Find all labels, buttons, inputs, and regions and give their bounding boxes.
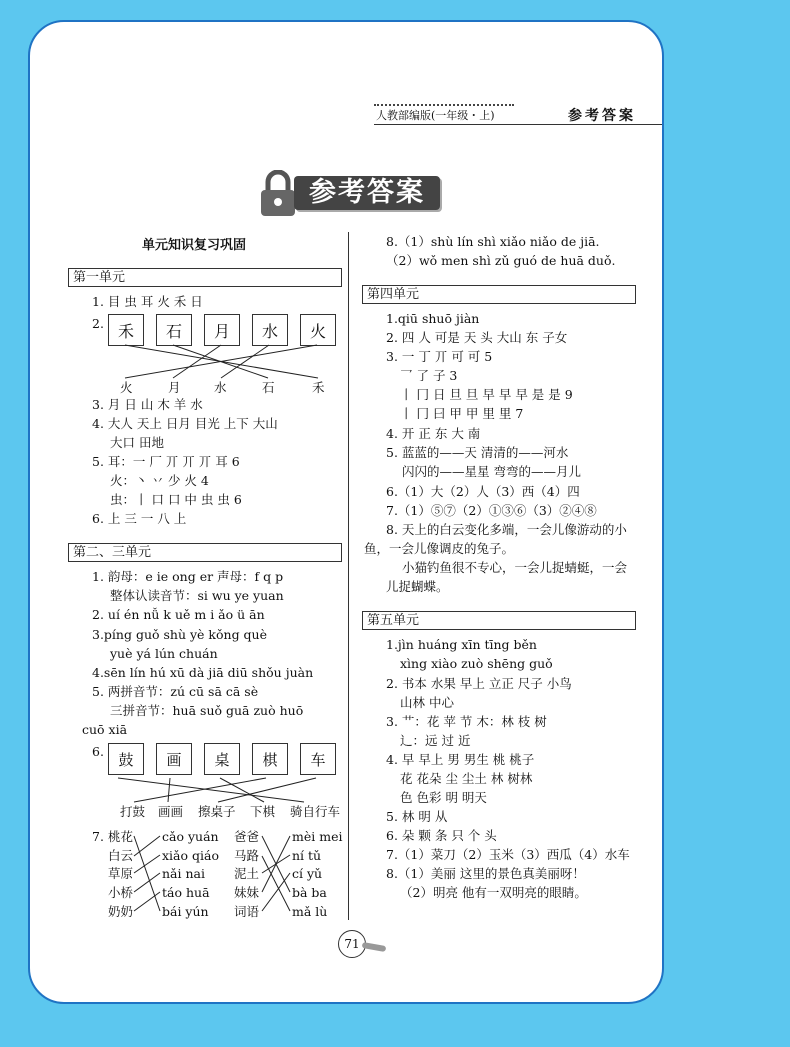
u1-q2: 2. — [92, 316, 104, 331]
u5-q5: 5. 林 明 从 — [386, 809, 448, 824]
q7-mid-1: 爸爸 — [234, 829, 260, 844]
header-title: 参考答案 — [568, 108, 636, 124]
u1-q2-image-2: 石 — [156, 314, 192, 346]
unit23-title: 第二、三单元 — [68, 543, 342, 562]
u4-q8d: 儿捉蝴蝶。 — [386, 579, 449, 594]
q7-py1-1: cǎo yuán — [162, 829, 219, 844]
u5-q4a: 4. 早 早上 男 男生 桃 桃子 — [386, 752, 535, 767]
u1-q2-image-1: 禾 — [108, 314, 144, 346]
q7-mid-2: 马路 — [234, 848, 260, 863]
r8-a: 8.（1）shù lín shì xiǎo niǎo de jiā. — [386, 234, 600, 249]
u23-q4: 4.sēn lín hú xū dà jiā diū shǒu juàn — [92, 665, 314, 680]
u23-q1a: 1. 韵母：e ie ong er 声母：f q p — [92, 569, 284, 584]
u1-q5b: 火：丶 丷 少 火 4 — [110, 473, 209, 488]
u4-q3d: 丨 冂 曰 甲 甲 里 里 7 — [400, 406, 524, 421]
u4-q8a: 8. 天上的白云变化多端，一会儿像游动的小 — [386, 522, 627, 537]
u1-q4b: 大口 田地 — [110, 435, 164, 450]
q7-py1-3: nǎi nai — [162, 866, 205, 881]
u5-q6: 6. 朵 颗 条 只 个 头 — [386, 828, 497, 843]
u23-q6-image-3: 桌 — [204, 743, 240, 775]
u23-q2: 2. uí én nǚ k uě m i ǎo ü ān — [92, 607, 265, 622]
u1-q2-word-2: 月 — [168, 380, 181, 395]
u1-q6: 6. 上 三 一 八 上 — [92, 511, 187, 526]
u23-q7: 7. — [92, 829, 104, 844]
u5-q8b: （2）明亮 他有一双明亮的眼睛。 — [400, 885, 587, 900]
u23-q6-word-1: 打鼓 — [120, 804, 146, 819]
u1-q2-image-5: 火 — [300, 314, 336, 346]
q7-py2-4: bà ba — [292, 885, 327, 900]
u23-q5b: 三拼音节：huā suǒ guā zuò huō — [110, 703, 304, 718]
lock-icon — [258, 170, 298, 218]
q7-py1-5: bái yún — [162, 904, 209, 919]
u4-q2: 2. 四 人 可是 天 头 大山 东 子女 — [386, 330, 568, 345]
u5-q2b: 山林 中心 — [400, 695, 454, 710]
q7-py1-2: xiǎo qiáo — [162, 848, 219, 863]
u23-q6-word-2: 画画 — [158, 804, 184, 819]
u4-q3b: 乛 了 子 3 — [400, 368, 458, 383]
u23-q6-image-5: 车 — [300, 743, 336, 775]
u1-q5a: 5. 耳：一 厂 丌 丌 丌 耳 6 — [92, 454, 240, 469]
q7-left-2: 白云 — [108, 848, 134, 863]
u4-q3a: 3. 一 丁 丌 可 可 5 — [386, 349, 493, 364]
u5-q4c: 色 色彩 明 明天 — [400, 790, 487, 805]
u1-q2-word-5: 禾 — [312, 380, 325, 395]
u23-q3a: 3.píng guǒ shù yè kǒng què — [92, 627, 267, 642]
q7-left-5: 奶奶 — [108, 904, 134, 919]
u23-q5c: cuō xiā — [82, 722, 128, 737]
u1-q3: 3. 月 日 山 木 羊 水 — [92, 397, 203, 412]
running-header — [374, 104, 662, 125]
u23-q1b: 整体认读音节：si wu ye yuan — [110, 588, 284, 603]
u23-q6-word-5: 骑自行车 — [290, 804, 341, 819]
u23-q6-word-4: 下棋 — [250, 804, 276, 819]
q7-py2-2: ní tǔ — [292, 848, 322, 863]
unit1-title: 第一单元 — [68, 268, 342, 287]
u23-q6-image-4: 棋 — [252, 743, 288, 775]
q7-py2-1: mèi mei — [292, 829, 343, 844]
q7-mid-4: 妹妹 — [234, 885, 260, 900]
u5-q3a: 3. 艹：花 苹 节 木：林 枝 树 — [386, 714, 547, 729]
u1-q2-image-3: 月 — [204, 314, 240, 346]
q7-left-3: 草原 — [108, 866, 134, 881]
u23-q6-image-1: 鼓 — [108, 743, 144, 775]
column-divider — [348, 232, 349, 920]
u4-q8b: 鱼，一会儿像调皮的兔子。 — [364, 541, 515, 556]
u4-q3c: 丨 冂 日 旦 旦 早 早 早 是 是 9 — [400, 387, 573, 402]
u23-q6-image-2: 画 — [156, 743, 192, 775]
u4-q4: 4. 开 正 东 大 南 — [386, 426, 481, 441]
u1-q1: 1. 目 虫 耳 火 禾 日 — [92, 294, 203, 309]
page-number: 71 — [338, 930, 366, 958]
u5-q4b: 花 花朵 尘 尘土 林 树林 — [400, 771, 533, 786]
q7-left-1: 桃花 — [108, 829, 134, 844]
u1-q2-word-4: 石 — [262, 380, 275, 395]
u5-q1a: 1.jìn huáng xīn tīng běn — [386, 637, 537, 652]
u23-q5a: 5. 两拼音节：zú cū sā cā sè — [92, 684, 259, 699]
q7-py2-5: mǎ lù — [292, 904, 328, 919]
u4-q8c: 小猫钓鱼很不专心，一会儿捉蜻蜓，一会 — [402, 560, 628, 575]
edition-label: 人教部编版(一年级・上) — [376, 109, 495, 122]
q7-mid-3: 泥土 — [234, 866, 260, 881]
u1-q2-word-1: 火 — [120, 380, 133, 395]
u4-q5b: 闪闪的——星星 弯弯的——月儿 — [402, 464, 581, 479]
u5-q7: 7.（1）菜刀（2）玉米（3）西瓜（4）水车 — [386, 847, 630, 862]
u5-q8a: 8.（1）美丽 这里的景色真美丽呀！ — [386, 866, 585, 881]
main-title: 单元知识复习巩固 — [142, 238, 247, 253]
u4-q7: 7.（1）⑤⑦（2）①③⑥（3）②④⑧ — [386, 503, 597, 518]
u1-q5c: 虫：丨 口 口 中 虫 虫 6 — [110, 492, 242, 507]
u5-q1b: xìng xiào zuò shēng guǒ — [400, 656, 553, 671]
u1-q2-image-4: 水 — [252, 314, 288, 346]
u4-q5a: 5. 蓝蓝的——天 清清的——河水 — [386, 445, 569, 460]
u23-q3b: yuè yá lún chuán — [110, 646, 218, 661]
u23-q6: 6. — [92, 744, 104, 759]
u1-q4a: 4. 大人 天上 日月 目光 上下 大山 — [92, 416, 278, 431]
q7-py2-3: cí yǔ — [292, 866, 323, 881]
u23-q6-word-3: 擦桌子 — [198, 804, 236, 819]
u4-q6: 6.（1）大（2）人（3）西（4）四 — [386, 484, 580, 499]
q7-left-4: 小桥 — [108, 885, 134, 900]
header-dots — [374, 104, 514, 106]
q7-mid-5: 词语 — [234, 904, 260, 919]
r8-b: （2）wǒ men shì zǔ guó de huā duǒ. — [386, 253, 616, 268]
u5-q2a: 2. 书本 水果 早上 立正 尺子 小鸟 — [386, 676, 572, 691]
unit4-title: 第四单元 — [362, 285, 636, 304]
u4-q1: 1.qiū shuō jiàn — [386, 311, 480, 326]
q7-py1-4: táo huā — [162, 885, 210, 900]
u5-q3b: 辶：远 过 近 — [400, 733, 471, 748]
answer-banner: 参考答案 — [294, 176, 440, 210]
u1-q2-word-3: 水 — [214, 380, 227, 395]
unit5-title: 第五单元 — [362, 611, 636, 630]
